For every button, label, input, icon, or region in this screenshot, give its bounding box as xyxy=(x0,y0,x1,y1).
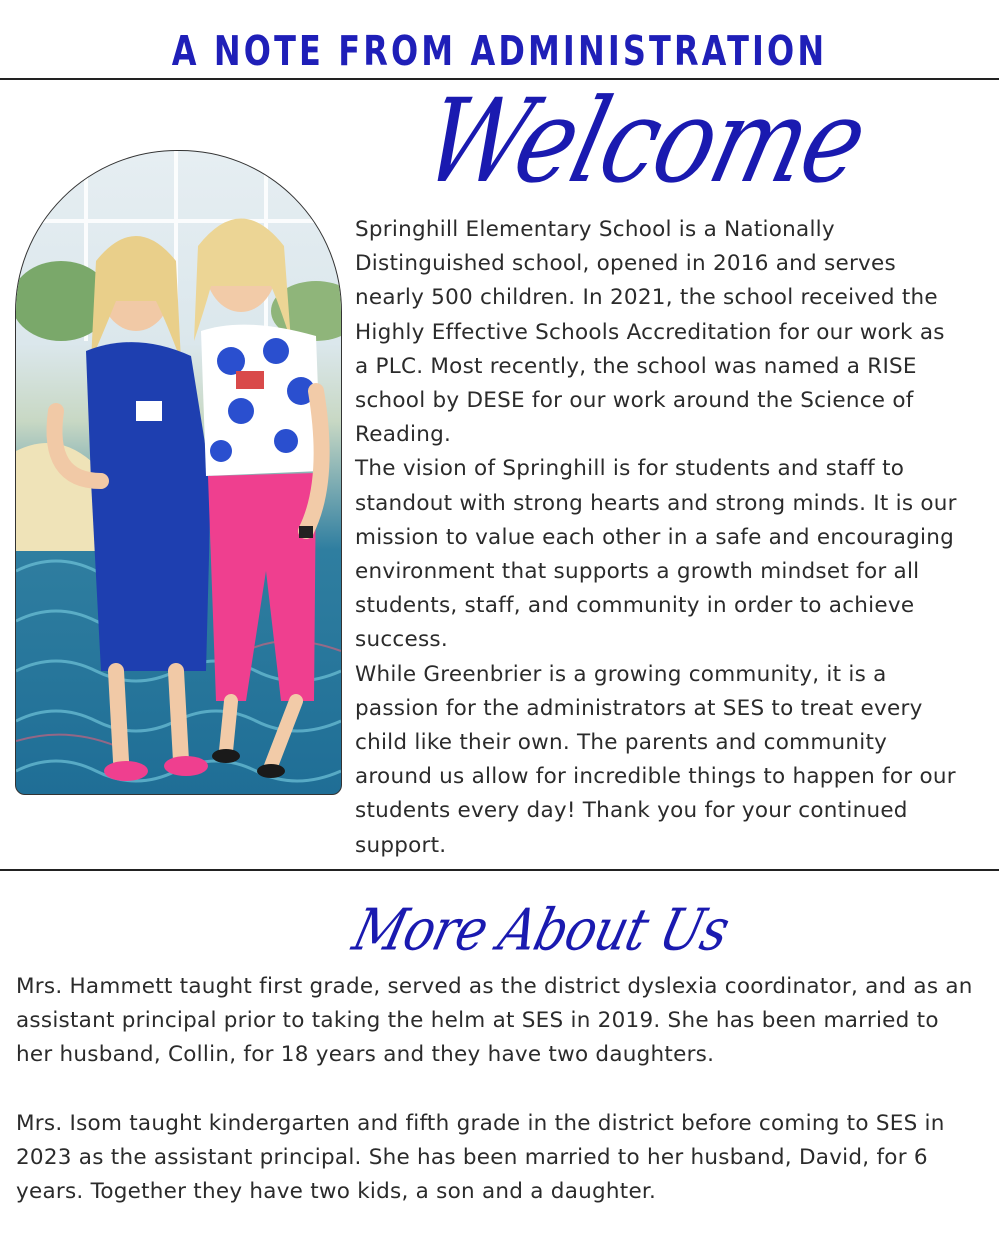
welcome-heading: Welcome xyxy=(411,74,878,210)
welcome-paragraph-1: Springhill Elementary School is a Nationally Distinguished school, opened in 2016 and serves nearly 500 children. In 2021, the school received the Highly Effective Schools Accreditation for our work as a PLC. Most recently, the school was named a RISE school by DESE for our work around the Science of Reading. xyxy=(355,217,945,448)
administrators-photo xyxy=(15,150,342,795)
middle-divider xyxy=(0,869,999,871)
welcome-paragraph-2: The vision of Springhill is for students and staff to standout with strong hearts and strong minds. It is our mission to value each other in a safe and encouraging environment that supports a growth mindset for all students, staff, and community in order to achieve success. xyxy=(355,456,957,653)
isom-bio: Mrs. Isom taught kindergarten and fifth grade in the district before coming to SES in 2023 as the assistant principal. She has been married to her husband, David, for 6 years. Together they have two kids, a son and a daughter. xyxy=(16,1111,945,1205)
welcome-paragraph-3: While Greenbrier is a growing community, it is a passion for the administrators at SES to treat every child like their own. The parents and community around us allow for incredible things to happen for our students every day! Thank you for your continued support. xyxy=(355,661,956,858)
page-title: A NOTE FROM ADMINISTRATION xyxy=(171,27,828,75)
welcome-body xyxy=(355,213,985,863)
hammett-bio: Mrs. Hammett taught first grade, served as the district dyslexia coordinator, and as an assistant principal prior to taking the helm at SES in 2019. She has been married to her husband, Collin, for 18 years and they have two daughters. xyxy=(16,974,973,1068)
more-about-us-heading: More About Us xyxy=(346,896,736,964)
